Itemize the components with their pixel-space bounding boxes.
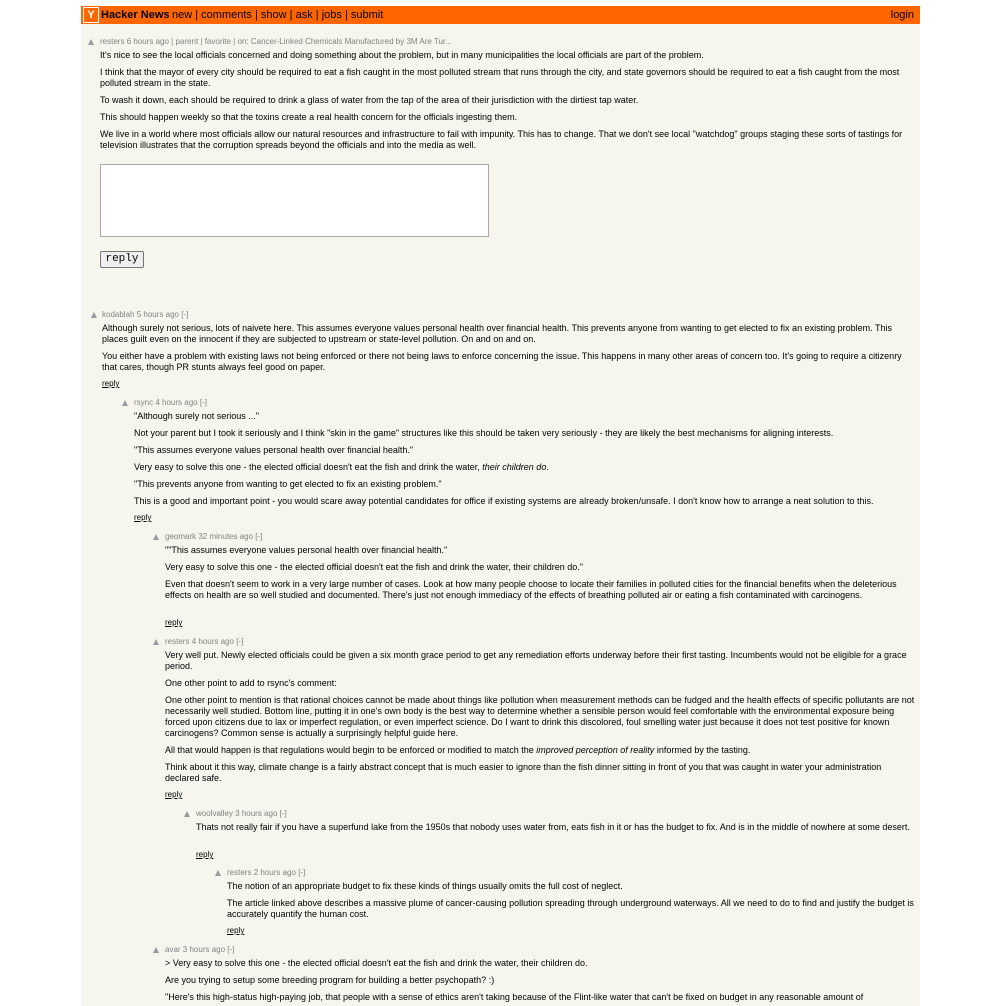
nav-separator: | — [195, 9, 199, 21]
comment-paragraph: "This prevents anyone from wanting to get elected to fix an existing problem." — [134, 479, 442, 489]
comment-paragraph: This is a good and important point - you would scare away potential candidates for office if existing systems are already broken/unsafe. I don't know how to arrange a neat solution to this. — [134, 496, 874, 506]
nav-show-link[interactable]: show — [260, 9, 287, 21]
comment-paragraph: Not your parent but I took it seriously and I think "skin in the game" structures like this should be taken very seriously - they are likely the best mechanisms for aligning interests. — [134, 428, 834, 438]
comment-user-link[interactable]: resters — [227, 868, 252, 877]
comment-paragraph: "This assumes everyone values personal health over financial health." — [134, 445, 414, 455]
login-link[interactable]: login — [890, 9, 914, 21]
comment-user-link[interactable]: resters — [100, 37, 125, 46]
hn-page — [81, 6, 920, 1006]
nav-new-link[interactable]: new — [172, 9, 193, 21]
reply-link[interactable]: reply — [165, 618, 183, 627]
comment-age-link[interactable]: 3 hours ago — [235, 809, 278, 818]
reply-link[interactable]: reply — [102, 379, 120, 388]
comment-age-link[interactable]: 6 hours ago — [126, 37, 169, 46]
nav-links — [172, 9, 383, 22]
comment-paragraph: > Very easy to solve this one - the elected official doesn't eat the fish and drink the water, their children do. — [165, 958, 588, 968]
upvote-arrow-icon[interactable] — [88, 39, 94, 45]
comment-age-link[interactable]: 5 hours ago — [136, 310, 179, 319]
comment-header — [102, 310, 188, 320]
y-logo-icon[interactable]: Y — [83, 7, 99, 23]
nav-separator: | — [289, 9, 293, 21]
comment-age-link[interactable]: 2 hours ago — [253, 868, 296, 877]
comment-paragraph: Although surely not serious, lots of naivete here. This assumes everyone values personal health over financial health. This prevents anyone from wanting to get elected to fix an existing problem. This places guilt even on the innocent if they are subjected to upstream or state-level pollution. On and on and on. — [102, 323, 892, 344]
collapse-toggle[interactable]: [-] — [199, 398, 207, 407]
comment-paragraph: To wash it down, each should be required to drink a glass of water from the tap of the area of their jurisdiction with the dirtiest tap water. — [100, 95, 639, 105]
reply-button[interactable]: reply — [100, 251, 144, 268]
upvote-arrow-icon[interactable] — [91, 312, 97, 318]
upvote-arrow-icon[interactable] — [184, 811, 190, 817]
paragraph-text: All that would happen is that regulations would begin to be enforced or modified to match the — [165, 745, 534, 755]
comment-paragraph: Think about it this way, climate change is a fairly abstract concept that is much easier to ignore than the fish dinner sitting in front of you that was caught in water your administration declared safe. — [165, 762, 882, 783]
paragraph-text: Very easy to solve this one - the elected official doesn't eat the fish and drink the water, — [134, 462, 480, 472]
upvote-arrow-icon[interactable] — [153, 639, 159, 645]
collapse-toggle[interactable]: [-] — [298, 868, 306, 877]
comment-paragraph: You either have a problem with existing laws not being enforced or there not being laws to enforce concerning the issue. This happens in many other areas of concern too. It's going to require a citizenry that cares, though PR stunts always feel good on paper. — [102, 351, 902, 372]
comment-user-link[interactable]: kodablah — [102, 310, 135, 319]
comment-user-link[interactable]: geomark — [165, 532, 197, 541]
comment-paragraph: "Here's this high-status high-paying job, that people with a sense of ethics aren't taking because of the Flint-like water that can't be fixed on budget in any reasonable amount of — [165, 992, 864, 1002]
nav-comments-link[interactable]: comments — [201, 9, 252, 21]
comment-user-link[interactable]: avar — [165, 945, 181, 954]
comment-paragraph: We live in a world where most officials allow our natural resources and infrastructure to fail with impunity. This has to change. That we don't see local "watchdog" groups staging these sorts of tastings for television illustrates that the corruption spreads beyond the officials and into the media as well. — [100, 129, 903, 150]
comment-age-link[interactable]: 4 hours ago — [191, 637, 234, 646]
reply-textarea[interactable] — [100, 164, 489, 237]
paragraph-text: informed by the tasting. — [656, 745, 751, 755]
comment-user-link[interactable]: resters — [165, 637, 190, 646]
site-name-link[interactable]: Hacker News — [101, 9, 170, 21]
italic-text: their children do — [482, 462, 547, 472]
nav-submit-link[interactable]: submit — [350, 9, 384, 21]
comment-header — [165, 532, 262, 542]
nav-separator: | — [315, 9, 319, 21]
upvote-arrow-icon[interactable] — [153, 534, 159, 540]
upvote-arrow-icon[interactable] — [153, 947, 159, 953]
comment-paragraph: The notion of an appropriate budget to fix these kinds of things usually omits the full cost of neglect. — [227, 881, 623, 891]
comment-paragraph: I think that the mayor of every city should be required to eat a fish caught in the most polluted stream that runs through the city, and state governors should be required to eat a fish caught from the most polluted stream in the state. — [100, 67, 900, 88]
comment-paragraph: Even that doesn't seem to work in a very large number of cases. Look at how many people choose to locate their families in polluted cities for the financial benefits when the deleterious effects on health are so well studied and documented. There's just not enough immediacy of the effects of breathing polluted air or eating a fish contaminated with carcinogens. — [165, 579, 897, 600]
comment-header — [165, 945, 234, 955]
comment-paragraph: Very well put. Newly elected officials could be given a six month grace period to get any remediation efforts underway before their first tasting. Incumbents would not be eligible for a grace period. — [165, 650, 907, 671]
on-label: on: — [237, 37, 249, 46]
comment-age-link[interactable]: 3 hours ago — [182, 945, 226, 954]
comment-paragraph — [134, 462, 915, 473]
nav-separator: | — [254, 9, 258, 21]
collapse-toggle[interactable]: [-] — [181, 310, 189, 319]
reply-link[interactable]: reply — [227, 926, 245, 935]
comment-paragraph: ""This assumes everyone values personal health over financial health." — [165, 545, 448, 555]
reply-link[interactable]: reply — [134, 513, 152, 522]
comment-header — [165, 637, 243, 647]
comment-paragraph: This should happen weekly so that the toxins create a real health concern for the officials ingesting them. — [100, 112, 518, 122]
comment-age-link[interactable]: 4 hours ago — [155, 398, 198, 407]
italic-text: improved perception of reality — [536, 745, 655, 755]
comment-paragraph — [165, 745, 915, 756]
comment-header — [227, 868, 305, 878]
favorite-link[interactable]: favorite — [204, 37, 231, 46]
comment-header: resters 6 hours ago | parent | favorite | on: Cancer-Linked Chemicals Manufactured by 3M Are Tur... — [100, 37, 452, 46]
comment-paragraph: The article linked above describes a massive plume of cancer-causing pollution spreading through underground waterways. All we need to do to find and justify the budget is accurately quantify the human cost. — [227, 898, 914, 919]
collapse-toggle[interactable]: [-] — [255, 532, 263, 541]
collapse-toggle[interactable]: [-] — [236, 637, 244, 646]
comment-paragraph: "Although surely not serious ..." — [134, 411, 259, 421]
collapse-toggle[interactable]: [-] — [279, 809, 287, 818]
top-bar — [81, 6, 920, 24]
comment-user-link[interactable]: rsync — [134, 398, 154, 407]
comment-paragraph: Very easy to solve this one - the elected official doesn't eat the fish and drink the water, their children do." — [165, 562, 583, 572]
reply-link[interactable]: reply — [196, 850, 214, 859]
comment-paragraph: It's nice to see the local officials concerned and doing something about the problem, but in many municipalities the local officials are part of the problem. — [100, 50, 704, 60]
comment-paragraph: One other point to mention is that rational choices cannot be made about things like pollution when measurement methods can be fudged and the health effects of specific pollutants are not necessarily well studied. Bottom line, putting it in one's own body is the best way to determine whether a sensible person would feel comfortable with the environmental exposure being forced upon citizens due to lax or imperfect regulation, or even imperfect science. Do I want to drink this discolored, foul smelling water just because it does not test positive for known carcinogens? Common sense is actually a surprisingly helpful guide here. — [165, 695, 915, 738]
comment-header — [134, 398, 207, 408]
nav-ask-link[interactable]: ask — [295, 9, 313, 21]
comment-age-link[interactable]: 32 minutes ago — [198, 532, 254, 541]
story-title-link[interactable]: Cancer-Linked Chemicals Manufactured by 3M Are Tur... — [250, 37, 452, 46]
parent-link[interactable]: parent — [175, 37, 199, 46]
nav-jobs-link[interactable]: jobs — [321, 9, 342, 21]
comment-header — [196, 809, 287, 819]
comment-paragraph: One other point to add to rsync's comment: — [165, 678, 337, 688]
collapse-toggle[interactable]: [-] — [227, 945, 235, 954]
paragraph-text: . — [546, 462, 549, 472]
upvote-arrow-icon[interactable] — [215, 870, 221, 876]
reply-link[interactable]: reply — [165, 790, 183, 799]
upvote-arrow-icon[interactable] — [122, 400, 128, 406]
comment-paragraph: Are you trying to setup some breeding program for building a better psychopath? :) — [165, 975, 495, 985]
comment-user-link[interactable]: woolvalley — [196, 809, 233, 818]
comment-paragraph: Thats not really fair if you have a superfund lake from the 1950s that nobody uses water from, eats fish in it or has the budget to fix. And is in the middle of nowhere at some desert. — [196, 822, 910, 832]
nav-separator: | — [344, 9, 348, 21]
